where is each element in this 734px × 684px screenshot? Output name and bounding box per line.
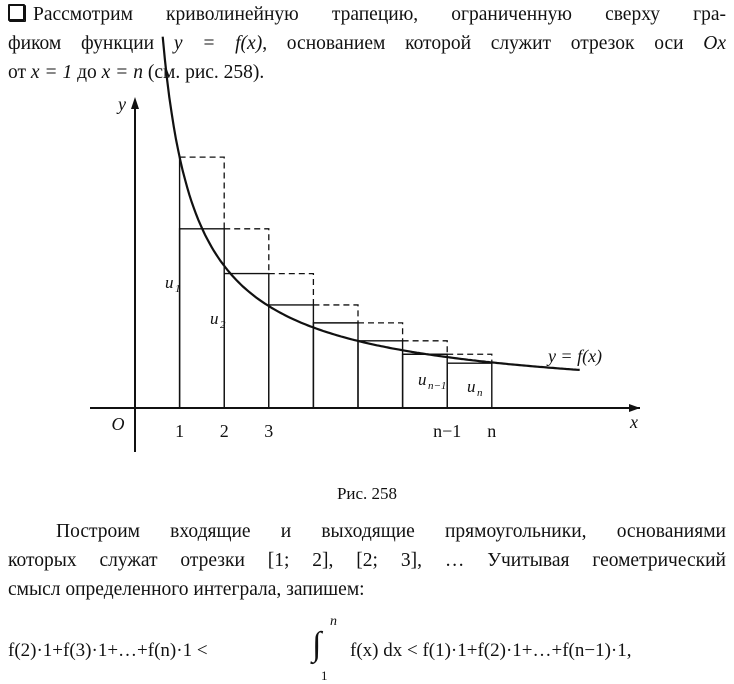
formula-right-sum: f(x) dx < f(1)·1+f(2)·1+…+f(n−1)·1, (350, 640, 632, 661)
axis-name: Ox (703, 33, 727, 54)
x-tick-label: n−1 (433, 421, 462, 441)
body-line-3: смысл определенного интеграла, запишем: (8, 579, 365, 600)
bar-label-subscript: 2 (220, 319, 226, 331)
intro-text-2b: , основанием которой служит отрезок оси (262, 33, 704, 54)
integral-lower-limit: 1 (321, 668, 328, 683)
lower-bound-expression: x = 1 (30, 62, 73, 83)
bar-label-subscript: 1 (175, 283, 181, 295)
bar-label-subscript: n (477, 387, 483, 399)
x-axis-arrow (629, 404, 640, 412)
integral-sign: ∫ (312, 626, 322, 663)
x-axis-label: x (630, 412, 638, 432)
body-line-2: которых служат отрезки [1; 2], [2; 3], … Учитывая геометрический (8, 550, 726, 571)
upper-bound-expression: x = n (101, 62, 143, 83)
bar-label: u (418, 370, 427, 389)
circumscribed-rectangle (269, 274, 314, 305)
inscribed-rectangle (224, 274, 269, 408)
circumscribed-rectangle (313, 305, 358, 323)
intro-text-2a: фиком функции (8, 33, 174, 54)
bar-label: u (467, 377, 476, 396)
circumscribed-rectangle (358, 323, 403, 341)
body-line-1: Построим входящие и выходящие прямоугольники, основаниями (56, 521, 726, 542)
y-axis-arrow (131, 97, 139, 109)
inscribed-rectangle (358, 341, 403, 408)
formula-left-sum: f(2)·1+f(3)·1+…+f(n)·1 < (8, 640, 208, 661)
x-tick-label: n (487, 421, 497, 441)
circumscribed-rectangle (224, 229, 269, 274)
body-paragraph (8, 517, 726, 604)
intro-text-3c: (см. рис. 258). (142, 62, 265, 83)
bar-label: u (210, 309, 219, 328)
curve-label: y = f(x) (547, 346, 603, 366)
figure-caption: Рис. 258 (336, 484, 398, 503)
bar-label-subscript: n−1 (428, 380, 447, 392)
x-tick-label: 2 (219, 421, 229, 441)
function-expression: y = f(x) (173, 33, 263, 54)
origin-label: O (111, 414, 125, 434)
y-axis-label: y (118, 94, 126, 114)
bar-label: u (165, 273, 174, 292)
x-tick-label: 1 (175, 421, 185, 441)
intro-text-1: Рассмотрим криволинейную трапецию, ограниченную сверху гра- (33, 4, 726, 25)
intro-text-3b: до (72, 62, 102, 83)
x-tick-label: 3 (264, 421, 274, 441)
integral-inequality (8, 606, 732, 681)
integral-upper-limit: n (330, 614, 337, 629)
inscribed-rectangle (269, 305, 314, 408)
intro-text-3a: от (8, 62, 31, 83)
circumscribed-rectangle (180, 157, 225, 229)
